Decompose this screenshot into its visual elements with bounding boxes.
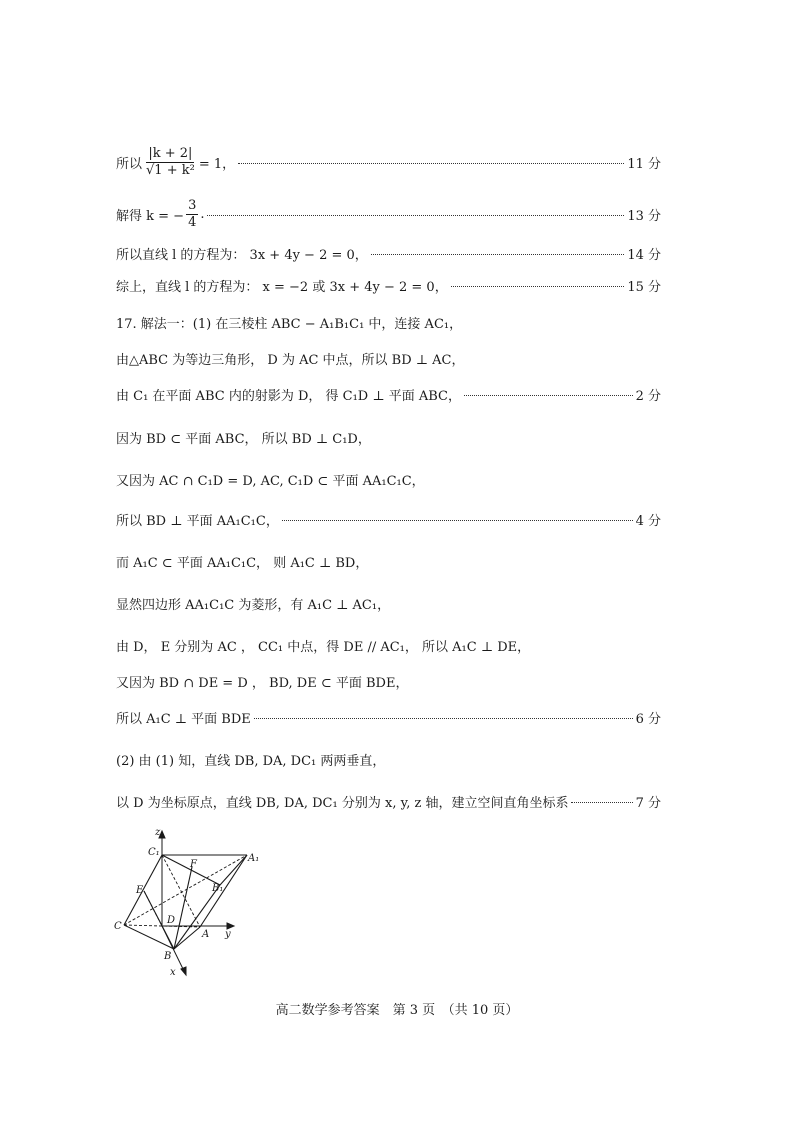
label-c: C <box>114 921 122 932</box>
label-f: F <box>190 859 197 870</box>
line-11 <box>116 552 661 571</box>
dot-leader <box>254 717 633 719</box>
label-b1: B₁ <box>212 883 224 894</box>
label-e: E <box>136 885 144 896</box>
fraction-numerator: |k + 2| <box>148 146 193 161</box>
line-12 <box>116 594 661 613</box>
line-text: (2) 由 (1) 知，直线 DB, DA, DC₁ 两两垂直， <box>116 754 386 769</box>
line-2 <box>116 198 661 231</box>
x-axis-arrow <box>181 967 186 975</box>
score-label: 15 分 <box>627 280 661 295</box>
label-a: A <box>202 929 210 940</box>
line-4 <box>116 276 661 295</box>
line-1 <box>116 146 661 179</box>
line-text: 以 D 为坐标原点，直线 DB, DA, DC₁ 分别为 x, y, z 轴，建立空间直角坐标系 <box>116 796 569 811</box>
fraction <box>144 146 197 179</box>
score-label: 2 分 <box>635 389 661 404</box>
line-17 <box>116 792 661 811</box>
line-text: 又因为 BD ∩ DE = D ， BD, DE ⊂ 平面 BDE， <box>116 676 409 691</box>
fraction-denominator: √1 + k² <box>146 163 195 178</box>
label-b: B <box>164 951 172 962</box>
line-text: 由 C₁ 在平面 ABC 内的射影为 D， 得 C₁D ⊥ 平面 ABC， <box>116 389 461 404</box>
line-2-suffix: . <box>200 207 205 222</box>
line-text: 又因为 AC ∩ C₁D = D, AC, C₁D ⊂ 平面 AA₁C₁C， <box>116 474 425 489</box>
label-x: x <box>170 967 176 978</box>
x-axis <box>162 926 184 971</box>
line-14 <box>116 672 661 691</box>
label-a1: A₁ <box>248 853 260 864</box>
label-d: D <box>167 915 176 926</box>
edge-b1-a1 <box>220 855 247 885</box>
line-text: 由△ABC 为等边三角形， D 为 AC 中点，所以 BD ⊥ AC， <box>116 353 465 368</box>
line-1-prefix: 所以 <box>116 157 143 172</box>
dot-leader <box>207 214 624 216</box>
label-z: z <box>155 827 161 838</box>
dot-leader <box>451 285 625 287</box>
score-label: 7 分 <box>635 796 661 811</box>
line-text: 所以 BD ⊥ 平面 AA₁C₁C， <box>116 514 279 529</box>
score-label: 4 分 <box>635 514 661 529</box>
line-7 <box>116 385 661 404</box>
line-9 <box>116 470 661 489</box>
line-text: 由 D， E 分别为 AC ， CC₁ 中点，得 DE // AC₁， 所以 A₁C ⊥ DE， <box>116 640 531 655</box>
line-2-prefix: 解得 k = − <box>116 209 185 224</box>
line-10 <box>116 510 661 529</box>
edge-c-b <box>124 925 174 949</box>
line-text: 而 A₁C ⊂ 平面 AA₁C₁C， 则 A₁C ⊥ BD， <box>116 556 369 571</box>
line-13 <box>116 636 661 655</box>
line-16 <box>116 750 661 769</box>
dot-leader <box>238 162 624 164</box>
fraction-denominator: 4 <box>188 215 197 230</box>
fraction-numerator: 3 <box>188 198 197 213</box>
line-8 <box>116 428 661 447</box>
prism-figure <box>112 825 262 985</box>
dot-leader <box>282 519 633 521</box>
line-15 <box>116 708 661 727</box>
line-5 <box>116 313 661 332</box>
line-text: 显然四边形 AA₁C₁C 为菱形，有 A₁C ⊥ AC₁， <box>116 598 391 613</box>
line-text: 所以直线 l 的方程为： 3x + 4y − 2 = 0， <box>116 248 368 263</box>
label-c1: C₁ <box>148 847 160 858</box>
dot-leader <box>571 801 632 803</box>
line-3 <box>116 244 661 263</box>
line-text: 因为 BD ⊂ 平面 ABC， 所以 BD ⊥ C₁D， <box>116 432 371 447</box>
line-6 <box>116 349 661 368</box>
score-label: 13 分 <box>627 209 661 224</box>
score-label: 14 分 <box>627 248 661 263</box>
line-text: 综上，直线 l 的方程为： x = −2 或 3x + 4y − 2 = 0， <box>116 280 448 295</box>
label-y: y <box>225 929 231 940</box>
line-1-suffix: = 1， <box>198 157 236 172</box>
line-text: 17. 解法一：(1) 在三棱柱 ABC − A₁B₁C₁ 中，连接 AC₁， <box>116 317 463 332</box>
dot-leader <box>464 394 633 396</box>
dot-leader <box>371 253 625 255</box>
fraction <box>186 198 198 231</box>
page-footer: 高二数学参考答案 第 3 页 （共 10 页） <box>275 1003 519 1018</box>
edge-a-a1 <box>200 855 247 927</box>
score-label: 6 分 <box>635 712 661 727</box>
line-text: 所以 A₁C ⊥ 平面 BDE <box>116 712 251 727</box>
score-label: 11 分 <box>627 157 661 172</box>
